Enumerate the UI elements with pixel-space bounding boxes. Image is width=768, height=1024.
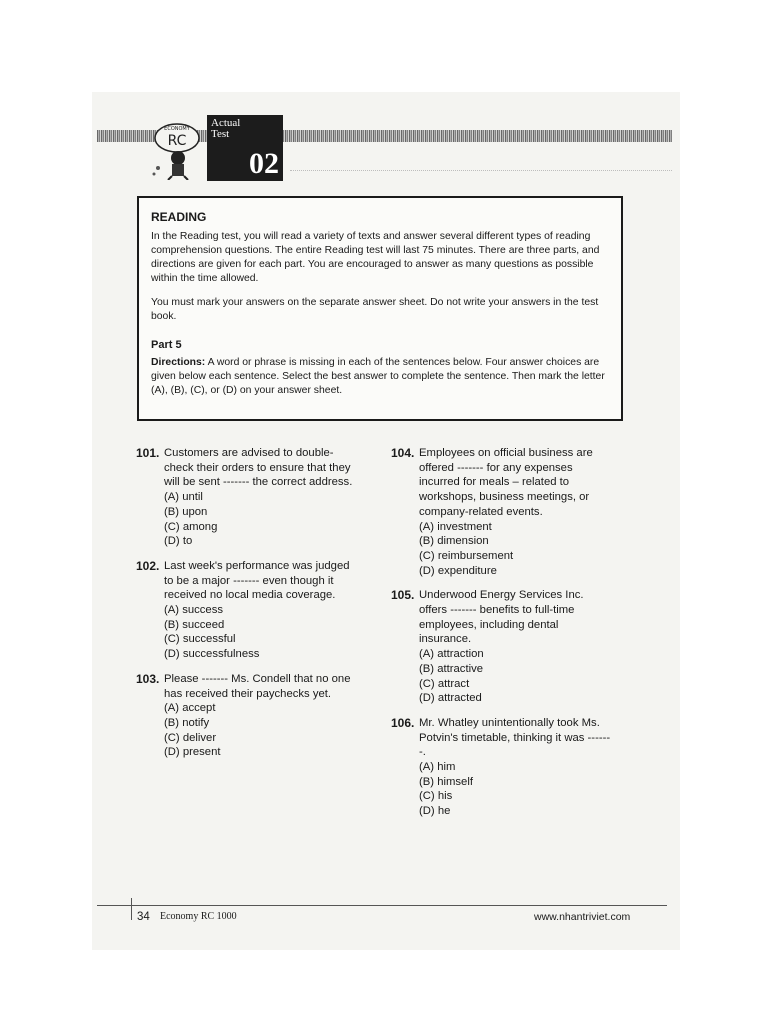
- question-103: [136, 672, 358, 760]
- question-text: Underwood Energy Services Inc. offers ------- benefits to full-time employees, including dental insurance.: [419, 589, 584, 646]
- option-d: (D) successfulness: [164, 648, 260, 661]
- option-b: (B) succeed: [164, 618, 225, 631]
- option-a: (A) success: [164, 604, 224, 617]
- option-c: (C) deliver: [164, 731, 217, 744]
- reading-instructions-box: [137, 196, 623, 421]
- reading-title: READING: [151, 210, 207, 224]
- option-b: (B) himself: [419, 775, 473, 788]
- question-number: 101.: [136, 446, 160, 460]
- question-101: [136, 446, 358, 549]
- page-number: 34: [137, 911, 150, 923]
- option-c: (C) among: [164, 520, 218, 533]
- option-a: (A) attraction: [419, 648, 484, 661]
- header-dotted-rule: [290, 170, 672, 171]
- option-c: (C) attract: [419, 677, 470, 690]
- question-number: 104.: [391, 446, 415, 460]
- actual-test-badge: [207, 115, 283, 181]
- option-a: (A) until: [164, 491, 203, 504]
- option-c: (C) reimbursement: [419, 549, 514, 562]
- reading-intro: In the Reading test, you will read a variety of texts and answer several different types of reading comprehension questions. The entire Reading test will last 75 minutes. There are three parts, and directions are given for each part. You are encouraged to answer as many questions as possible within the time allowed.: [151, 231, 600, 284]
- option-a: (A) investment: [419, 520, 492, 533]
- part-directions: [151, 356, 611, 398]
- directions-label: Directions:: [151, 357, 206, 368]
- option-d: (D) attracted: [419, 692, 482, 705]
- question-text: Employees on official business are offered ------- for any expenses incurred for meals – related to workshops, business meetings, or company-related events.: [419, 447, 593, 518]
- test-number: 02: [249, 147, 279, 180]
- question-text: Please ------- Ms. Condell that no one has received their paychecks yet.: [164, 672, 351, 700]
- option-d: (D) present: [164, 746, 221, 759]
- question-text: Customers are advised to double-check their orders to ensure that they will be sent ------- the correct address.: [164, 447, 353, 489]
- question-text: Last week's performance was judged to be a major ------- even though it received no local media coverage.: [164, 559, 350, 602]
- option-c: (C) his: [419, 790, 453, 803]
- question-number: 103.: [136, 671, 160, 686]
- option-d: (D) he: [419, 805, 451, 818]
- footer-rule: [97, 905, 667, 906]
- economy-rc-logo: [148, 118, 206, 180]
- option-b: (B) upon: [164, 505, 208, 518]
- logo-main-text: RC: [167, 133, 187, 149]
- option-a: (A) him: [419, 761, 456, 774]
- option-b: (B) notify: [164, 716, 210, 729]
- part-title: Part 5: [151, 339, 182, 351]
- question-104: [391, 446, 613, 578]
- question-102: [136, 559, 358, 662]
- question-105: [391, 588, 613, 706]
- publisher-url: www.nhantriviet.com: [534, 911, 631, 923]
- question-106: [391, 716, 613, 819]
- directions-text: A word or phrase is missing in each of the sentences below. Four answer choices are given below each sentence. Select the best answer to complete the sentence. Then mark the letter (A), (B), (C), or (D) on your answer sheet.: [151, 357, 605, 396]
- book-title: Economy RC 1000: [160, 911, 237, 922]
- option-c: (C) successful: [164, 633, 236, 646]
- footer-tick: [131, 898, 132, 920]
- question-number: 106.: [391, 715, 415, 730]
- questions-right-column: [391, 446, 613, 829]
- question-text: Mr. Whatley unintentionally took Ms. Potvin's timetable, thinking it was -------.: [419, 716, 611, 759]
- question-number: 102.: [136, 558, 160, 573]
- reading-instruction: You must mark your answers on the separate answer sheet. Do not write your answers in the test book.: [151, 297, 599, 322]
- questions-left-column: [136, 446, 358, 770]
- option-b: (B) attractive: [419, 662, 484, 675]
- logo-top-text: ECONOMY: [164, 126, 190, 132]
- option-a: (A) accept: [164, 702, 216, 715]
- option-d: (D) expenditure: [419, 564, 497, 577]
- actual-test-label: Actual Test: [211, 117, 241, 140]
- option-b: (B) dimension: [419, 535, 489, 548]
- question-number: 105.: [391, 588, 415, 603]
- option-d: (D) to: [164, 535, 193, 548]
